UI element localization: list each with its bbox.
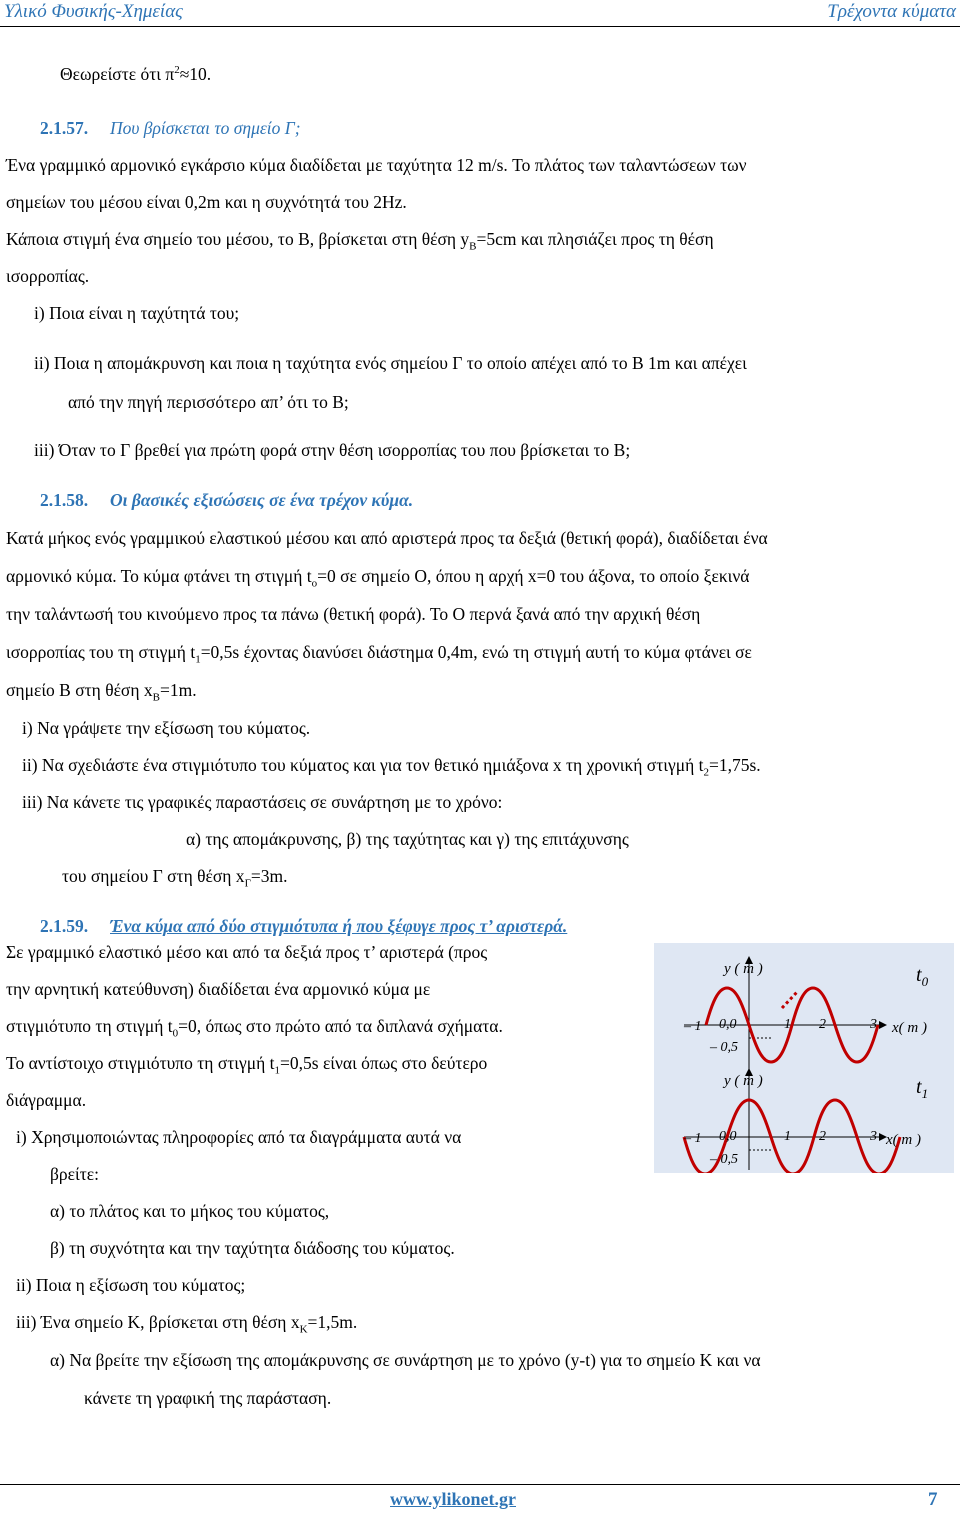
wave-diagrams-svg xyxy=(654,943,954,1173)
header-topic: Τρέχοντα κύματα xyxy=(827,1,956,22)
page-header xyxy=(0,0,960,27)
amplitude-label: – 0,5 xyxy=(710,1040,738,1055)
p58-line1: Κατά μήκος ενός γραμμικού ελαστικού μέσου και από αριστερά προς τα δεξιά (θετική φορά), διαδίδεται ένα xyxy=(6,528,768,548)
tick-label: 3 xyxy=(870,1129,877,1144)
p58-question-2: ii) Να σχεδιάστε ένα στιγμιότυπο του κύματος και για τον θετικό ημιάξονα x τη χρονική στιγμή $t_2=1,75s$. xyxy=(22,755,761,779)
p59-line2: την αρνητική κατεύθυνση) διαδίδεται ένα αρμονικό κύμα με xyxy=(6,979,431,999)
p58-line3: την ταλάντωσή του κινούμενο προς τα πάνω (θετική φορά). Το Ο περνά ξανά από την αρχική θέση xyxy=(6,604,701,624)
p59-question-1a: α) το πλάτος και το μήκος του κύματος, xyxy=(50,1201,330,1221)
p57-question-1: i) Ποια είναι η ταχύτητά του; xyxy=(34,303,240,323)
tick-label: 1 xyxy=(784,1129,791,1144)
p57-question-3: iii) Όταν το Γ βρεθεί για πρώτη φορά στην θέση ισορροπίας του που βρίσκεται το Β; xyxy=(34,440,631,460)
p58-question-3-point: του σημείου Γ στη θέση $x_\Gamma=3m$. xyxy=(62,866,288,890)
tick-label: 1 xyxy=(784,1017,791,1032)
tick-label: 2 xyxy=(819,1129,826,1144)
p58-line2: αρμονικό κύμα. Το κύμα φτάνει τη στιγμή $t_o=0$ σε σημείο Ο, όπου η αρχή x=0 του άξονα, το οποίο ξεκινά xyxy=(6,566,750,590)
problem-number: 2.1.57. xyxy=(40,118,89,138)
p58-question-1: i) Να γράψετε την εξίσωση του κύματος. xyxy=(22,718,311,738)
y-axis-label: y ( m ) xyxy=(724,1073,763,1089)
p59-line5: διάγραμμα. xyxy=(6,1090,87,1110)
time-label: $t_1$ xyxy=(916,1076,929,1101)
problem-title: Οι βασικές εξισώσεις σε ένα τρέχον κύμα. xyxy=(110,490,414,510)
p59-line4: Το αντίστοιχο στιγμιότυπο τη στιγμή $t_1=0,5s$ είναι όπως στο δεύτερο xyxy=(6,1053,488,1077)
origin-label: 0,0 xyxy=(719,1129,737,1144)
p57-question-2: ii) Ποια η απομάκρυνση και ποια η ταχύτητα ενός σημείου Γ το οποίο απέχει από το Β 1m και απέχει xyxy=(34,353,747,373)
p59-question-1-cont: βρείτε: xyxy=(50,1164,99,1184)
wave-snapshots-figure xyxy=(654,943,954,1173)
tick-label: – 1 xyxy=(684,1131,702,1146)
p57-line4: ισορροπίας. xyxy=(6,266,90,286)
problem-58-heading xyxy=(40,490,413,511)
p59-line1: Σε γραμμικό ελαστικό μέσο και από τα δεξιά προς τ’ αριστερά (προς xyxy=(6,942,488,962)
intro-line: Θεωρείστε ότι $\pi^2\approx 10$. xyxy=(60,64,212,84)
p59-question-1b: β) τη συχνότητα και την ταχύτητα διάδοσης του κύματος. xyxy=(50,1238,455,1258)
p57-line2: σημείων του μέσου είναι 0,2m και η συχνότητά του 2Hz. xyxy=(6,192,407,212)
origin-label: 0,0 xyxy=(719,1017,737,1032)
snapshot-t0 xyxy=(683,957,929,1078)
p59-question-2: ii) Ποια η εξίσωση του κύματος; xyxy=(16,1275,246,1295)
p59-line3: στιγμιότυπο τη στιγμή $t_0=0$, όπως στο πρώτο από τα διπλανά σχήματα. xyxy=(6,1016,503,1040)
problem-number: 2.1.58. xyxy=(40,490,89,510)
amplitude-label: – 0,5 xyxy=(710,1152,738,1167)
problem-number: 2.1.59. xyxy=(40,916,89,936)
header-subject: Υλικό Φυσικής-Χημείας xyxy=(4,1,183,22)
p58-line5: σημείο Β στη θέση $x_B=1m$. xyxy=(6,680,197,704)
p57-line1: Ένα γραμμικό αρμονικό εγκάρσιο κύμα διαδίδεται με ταχύτητα 12 m/s. Το πλάτος των ταλαντώσεων των xyxy=(6,155,747,175)
site-link[interactable]: www.ylikonet.gr xyxy=(390,1489,516,1509)
x-axis-label: x( m ) xyxy=(892,1020,927,1036)
p58-question-3: iii) Να κάνετε τις γραφικές παραστάσεις σε συνάρτηση με το χρόνο: xyxy=(22,792,503,812)
p57-line3: Κάποια στιγμή ένα σημείο του μέσου, το Β, βρίσκεται στη θέση $y_B=5cm$ και πλησιάζει προς τη θέση xyxy=(6,229,714,253)
page-footer xyxy=(0,1484,960,1513)
p59-question-1: i) Χρησιμοποιώντας πληροφορίες από τα διαγράμματα αυτά να xyxy=(16,1127,462,1147)
p59-question-3a: α) Να βρείτε την εξίσωση της απομάκρυνσης σε συνάρτηση με το χρόνο (y-t) για το σημείο Κ και να xyxy=(50,1350,761,1370)
time-label: $t_0$ xyxy=(916,964,929,989)
p58-line4: ισορροπίας του τη στιγμή $t_1=0,5s$ έχοντας διανύσει διάστημα 0,4m, ενώ τη στιγμή αυτή το κύμα φτάνει σε xyxy=(6,642,752,666)
x-axis-label: x( m ) xyxy=(886,1132,921,1148)
wave-front-dash xyxy=(782,991,798,1008)
problem-57-heading xyxy=(40,118,301,139)
p58-question-3-options: α) της απομάκρυνσης, β) της ταχύτητας και γ) της επιτάχυνσης xyxy=(186,829,629,849)
problem-title: Που βρίσκεται το σημείο Γ; xyxy=(110,118,301,138)
tick-label: 3 xyxy=(870,1017,877,1032)
p59-question-3a-cont: κάνετε τη γραφική της παράσταση. xyxy=(84,1388,332,1408)
tick-label: 2 xyxy=(819,1017,826,1032)
tick-label: – 1 xyxy=(684,1019,702,1034)
snapshot-t1 xyxy=(683,1069,928,1173)
page-number: 7 xyxy=(928,1489,938,1510)
p59-question-3: iii) Ένα σημείο Κ, βρίσκεται στη θέση $x_K=1,5m$. xyxy=(16,1312,358,1336)
y-axis-label: y ( m ) xyxy=(724,961,763,977)
p57-question-2-cont: από την πηγή περισσότερο απ’ ότι το Β; xyxy=(68,392,349,412)
problem-59-heading xyxy=(40,916,567,937)
problem-title: Ένα κύμα από δύο στιγμιότυπα ή που ξέφυγε προς τ’ αριστερά. xyxy=(110,916,568,936)
